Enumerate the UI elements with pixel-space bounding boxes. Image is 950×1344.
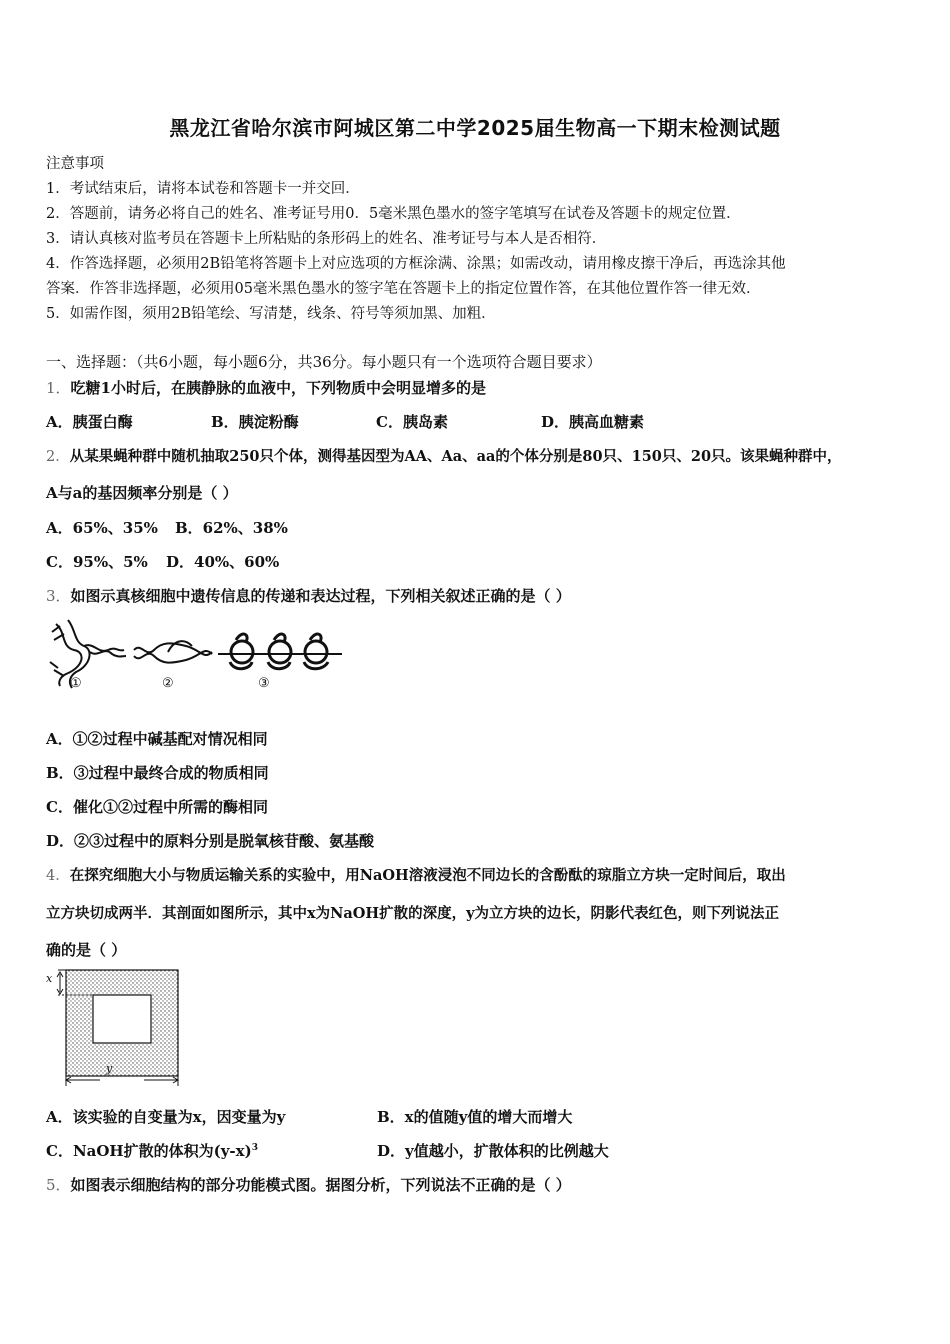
q3-option-c[interactable]: C．催化①②过程中所需的酶相同: [46, 798, 268, 816]
notice-item-5: 5．如需作图，须用2B铅笔绘、写清楚，线条、符号等须加黑、加粗．: [46, 306, 496, 322]
section-header: 一、选择题：（共6小题，每小题6分，共36分。每小题只有一个选项符合题目要求）: [46, 353, 602, 371]
q3-option-b[interactable]: B．③过程中最终合成的物质相同: [46, 764, 269, 782]
q4-option-c-text: C．NaOH扩散的体积为(y-x): [46, 1142, 252, 1160]
q4-option-b[interactable]: B．x的值随y值的增大而增大: [377, 1108, 573, 1126]
q2-option-a[interactable]: A．65%、35%: [46, 519, 158, 537]
question-number: 5．: [46, 1176, 71, 1194]
page-title: 黑龙江省哈尔滨市阿城区第二中学2025届生物高一下期末检测试题: [169, 116, 781, 140]
q1-option-a[interactable]: A．胰蛋白酶: [46, 413, 133, 431]
question-5: [46, 1174, 571, 1195]
question-4: [46, 864, 786, 885]
dna-replication-drawing: [50, 620, 126, 688]
question-text: 吃糖1小时后，在胰静脉的血液中，下列物质中会明显增多的是: [70, 379, 486, 397]
question-number: 3．: [46, 587, 71, 605]
q1-option-b[interactable]: B．胰淀粉酶: [211, 413, 299, 431]
question-1: [46, 377, 486, 398]
figure-label-2: ②: [162, 676, 174, 691]
question-text: 如图表示细胞结构的部分功能模式图。据图分析，下列说法不正确的是（ ）: [70, 1176, 571, 1194]
notice-item-2: 2．答题前，请务必将自己的姓名、准考证号用0．5毫米黑色墨水的签字笔填写在试卷及答题卡的规定位置．: [46, 206, 741, 222]
question-number: 4．: [46, 868, 70, 884]
question-2: [46, 445, 842, 466]
question-3: [46, 585, 571, 606]
notice-item-3: 3．请认真核对监考员在答题卡上所粘贴的条形码上的姓名、准考证号与本人是否相符．: [46, 231, 607, 247]
question-text: 如图示真核细胞中遗传信息的传递和表达过程，下列相关叙述正确的是（ ）: [70, 587, 571, 605]
agar-block-inner: [93, 995, 151, 1043]
q2-option-b[interactable]: B．62%、38%: [175, 519, 288, 537]
q1-option-c[interactable]: C．胰岛素: [376, 413, 448, 431]
question-text: 在探究细胞大小与物质运输关系的实验中，用NaOH溶液浸泡不同边长的含酚酞的琼脂立方块一定时间后，取出: [69, 867, 786, 884]
transcription-drawing: [134, 641, 212, 662]
figure-label-y: y: [106, 1062, 113, 1075]
question-4-cont-2: 确的是（ ）: [46, 941, 127, 959]
figure-label-1: ①: [70, 676, 82, 691]
translation-drawing: [218, 634, 342, 669]
q4-figure: [44, 966, 189, 1090]
figure-label-3: ③: [258, 676, 270, 691]
q4-option-a[interactable]: A．该实验的自变量为x，因变量为y: [46, 1108, 286, 1126]
notice-item-1: 1．考试结束后，请将本试卷和答题卡一并交回．: [46, 181, 360, 197]
notice-header: 注意事项: [46, 156, 104, 172]
q1-option-d[interactable]: D．胰高血糖素: [541, 413, 645, 431]
q3-option-a[interactable]: A．①②过程中碱基配对情况相同: [46, 730, 268, 748]
q3-figure: [46, 612, 346, 696]
q3-option-d[interactable]: D．②③过程中的原料分别是脱氧核苷酸、氨基酸: [46, 832, 375, 850]
question-text: 从某果蝇种群中随机抽取250只个体，测得基因型为AA、Aa、aa的个体分别是80只、150只、20只。该果蝇种群中，: [69, 448, 842, 465]
question-4-cont-1: 立方块切成两半．其剖面如图所示，其中x为NaOH扩散的深度，y为立方块的边长，阴影代表红色，则下列说法正: [46, 905, 780, 922]
notice-item-4: 4．作答选择题，必须用2B铅笔将答题卡上对应选项的方框涂满、涂黑；如需改动，请用橡皮擦干净后，再选涂其他: [46, 256, 786, 272]
q4-option-c[interactable]: [46, 1140, 258, 1161]
notice-item-4-cont: 答案．作答非选择题，必须用05毫米黑色墨水的签字笔在答题卡上的指定位置作答，在其他位置作答一律无效．: [46, 281, 761, 297]
q2-option-d[interactable]: D．40%、60%: [166, 553, 280, 571]
question-number: 1．: [46, 379, 71, 397]
figure-label-x: x: [46, 972, 53, 985]
question-2-cont: A与a的基因频率分别是（ ）: [46, 484, 238, 502]
q2-option-c[interactable]: C．95%、5%: [46, 553, 148, 571]
q4-option-d[interactable]: D．y值越小，扩散体积的比例越大: [377, 1142, 609, 1160]
q4-option-c-sup: 3: [251, 1143, 258, 1153]
question-number: 2．: [46, 449, 70, 465]
